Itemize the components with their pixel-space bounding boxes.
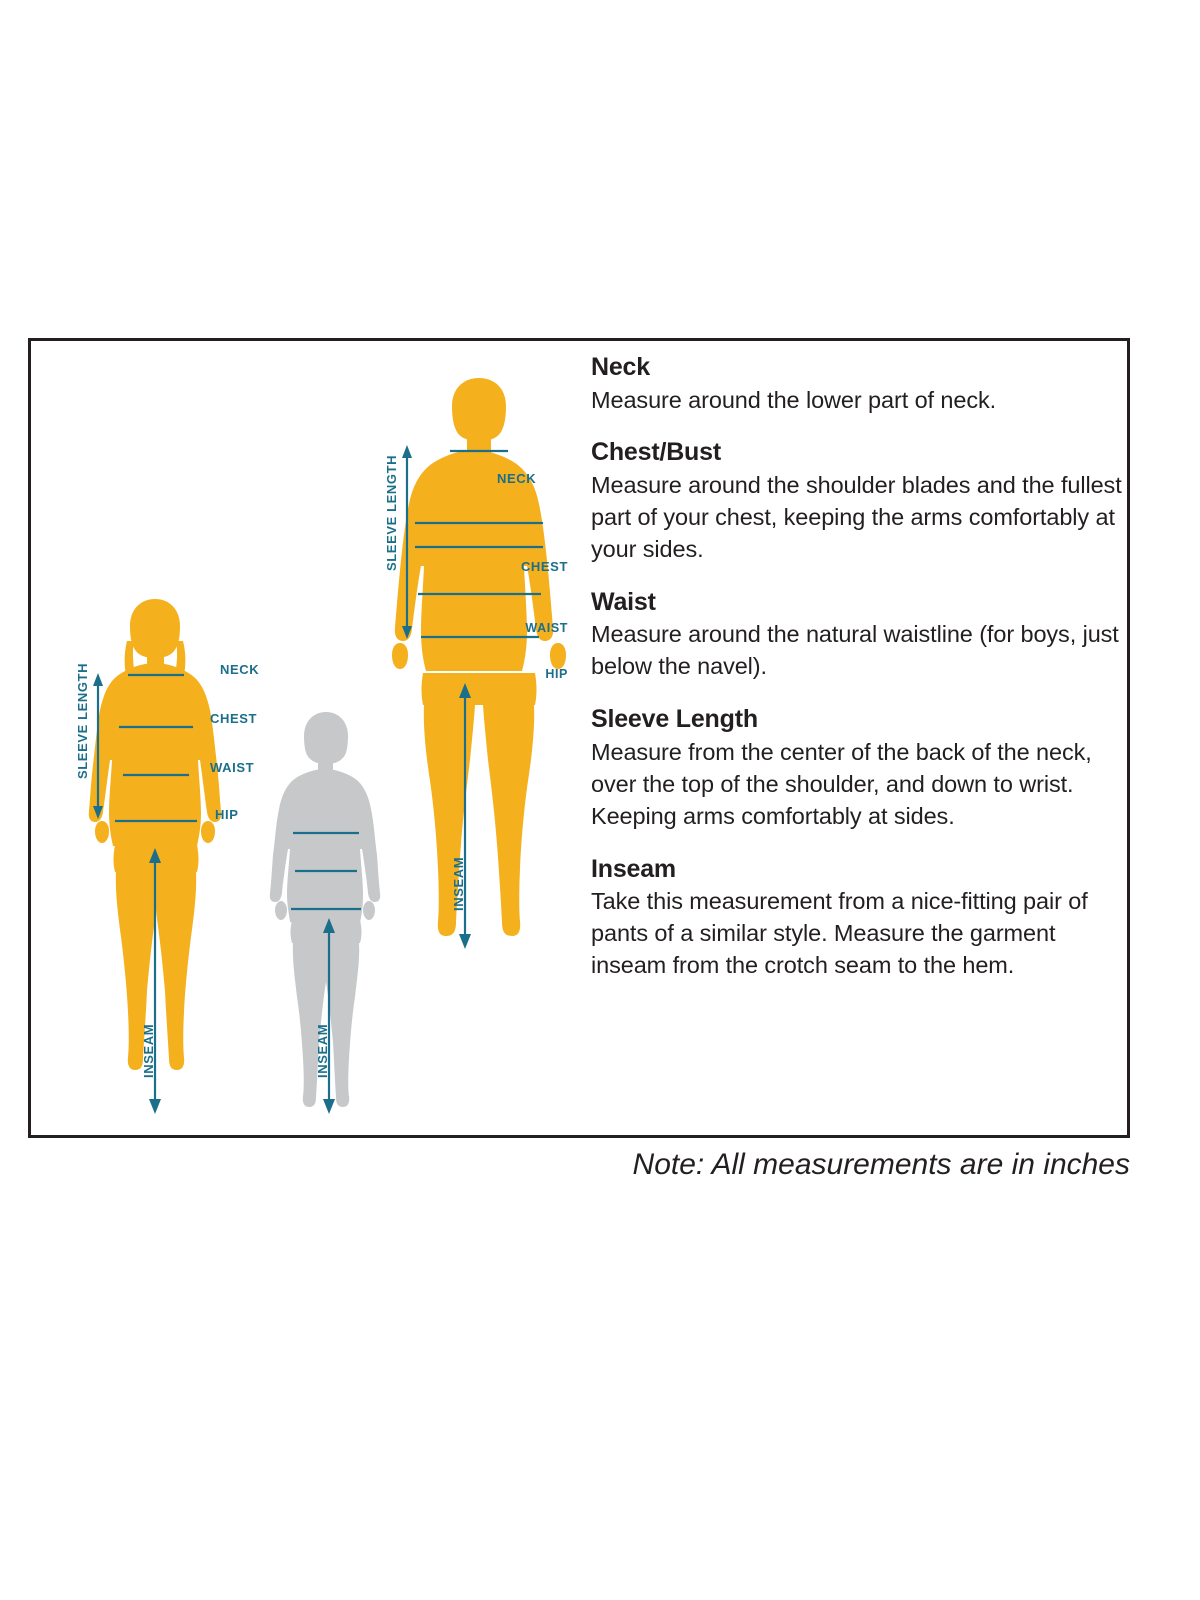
measurements-note: Note: All measurements are in inches [632, 1148, 1130, 1181]
man-hip-label: HIP [545, 667, 568, 681]
man-neck-label: NECK [497, 471, 537, 486]
figures-illustration [31, 341, 601, 1135]
definition-sleeve-length-title: Sleeve Length [591, 705, 758, 734]
woman-inseam-label: INSEAM [141, 1023, 156, 1078]
diagram-panel [28, 338, 1130, 1138]
man-inseam-label: INSEAM [451, 856, 466, 911]
child-inseam-label: INSEAM [315, 1023, 330, 1078]
definition-waist-title: Waist [591, 587, 656, 616]
definition-neck-body: Measure around the lower part of neck. [591, 386, 997, 413]
woman-neck-label: NECK [220, 662, 260, 677]
definition-neck [591, 353, 1131, 416]
woman-sleeve-length-label: SLEEVE LENGTH [75, 662, 90, 779]
child-labels [315, 1024, 330, 1078]
definition-inseam-body: Take this measurement from a nice-fitting pair of pants of a similar style. Measure the garment inseam from the crotch seam to the hem. [591, 888, 1088, 978]
man-waist-label: WAIST [525, 621, 568, 635]
woman-hip-label: HIP [215, 807, 239, 822]
definition-inseam-title: Inseam [591, 854, 676, 883]
definition-waist [591, 588, 1131, 683]
woman-chest-label: CHEST [210, 711, 258, 726]
definition-waist-body: Measure around the natural waistline (for boys, just below the navel). [591, 621, 1119, 680]
figure-man [392, 378, 566, 936]
definition-sleeve-length [591, 705, 1131, 832]
definition-sleeve-length-body: Measure from the center of the back of the neck, over the top of the shoulder, and down to wrist. Keeping arms comfortably at sides. [591, 738, 1092, 829]
woman-waist-label: WAIST [210, 760, 255, 775]
definition-chest-bust-body: Measure around the shoulder blades and the fullest part of your chest, keeping the arms comfortably at your sides. [591, 471, 1122, 562]
definition-chest-bust-title: Chest/Bust [591, 438, 721, 467]
definition-neck-title: Neck [591, 353, 650, 381]
man-sleeve-length-label: SLEEVE LENGTH [384, 454, 399, 571]
definition-chest-bust [591, 438, 1131, 565]
definition-inseam [591, 855, 1131, 982]
man-chest-label: CHEST [520, 559, 568, 574]
measurement-definitions [591, 353, 1131, 1133]
